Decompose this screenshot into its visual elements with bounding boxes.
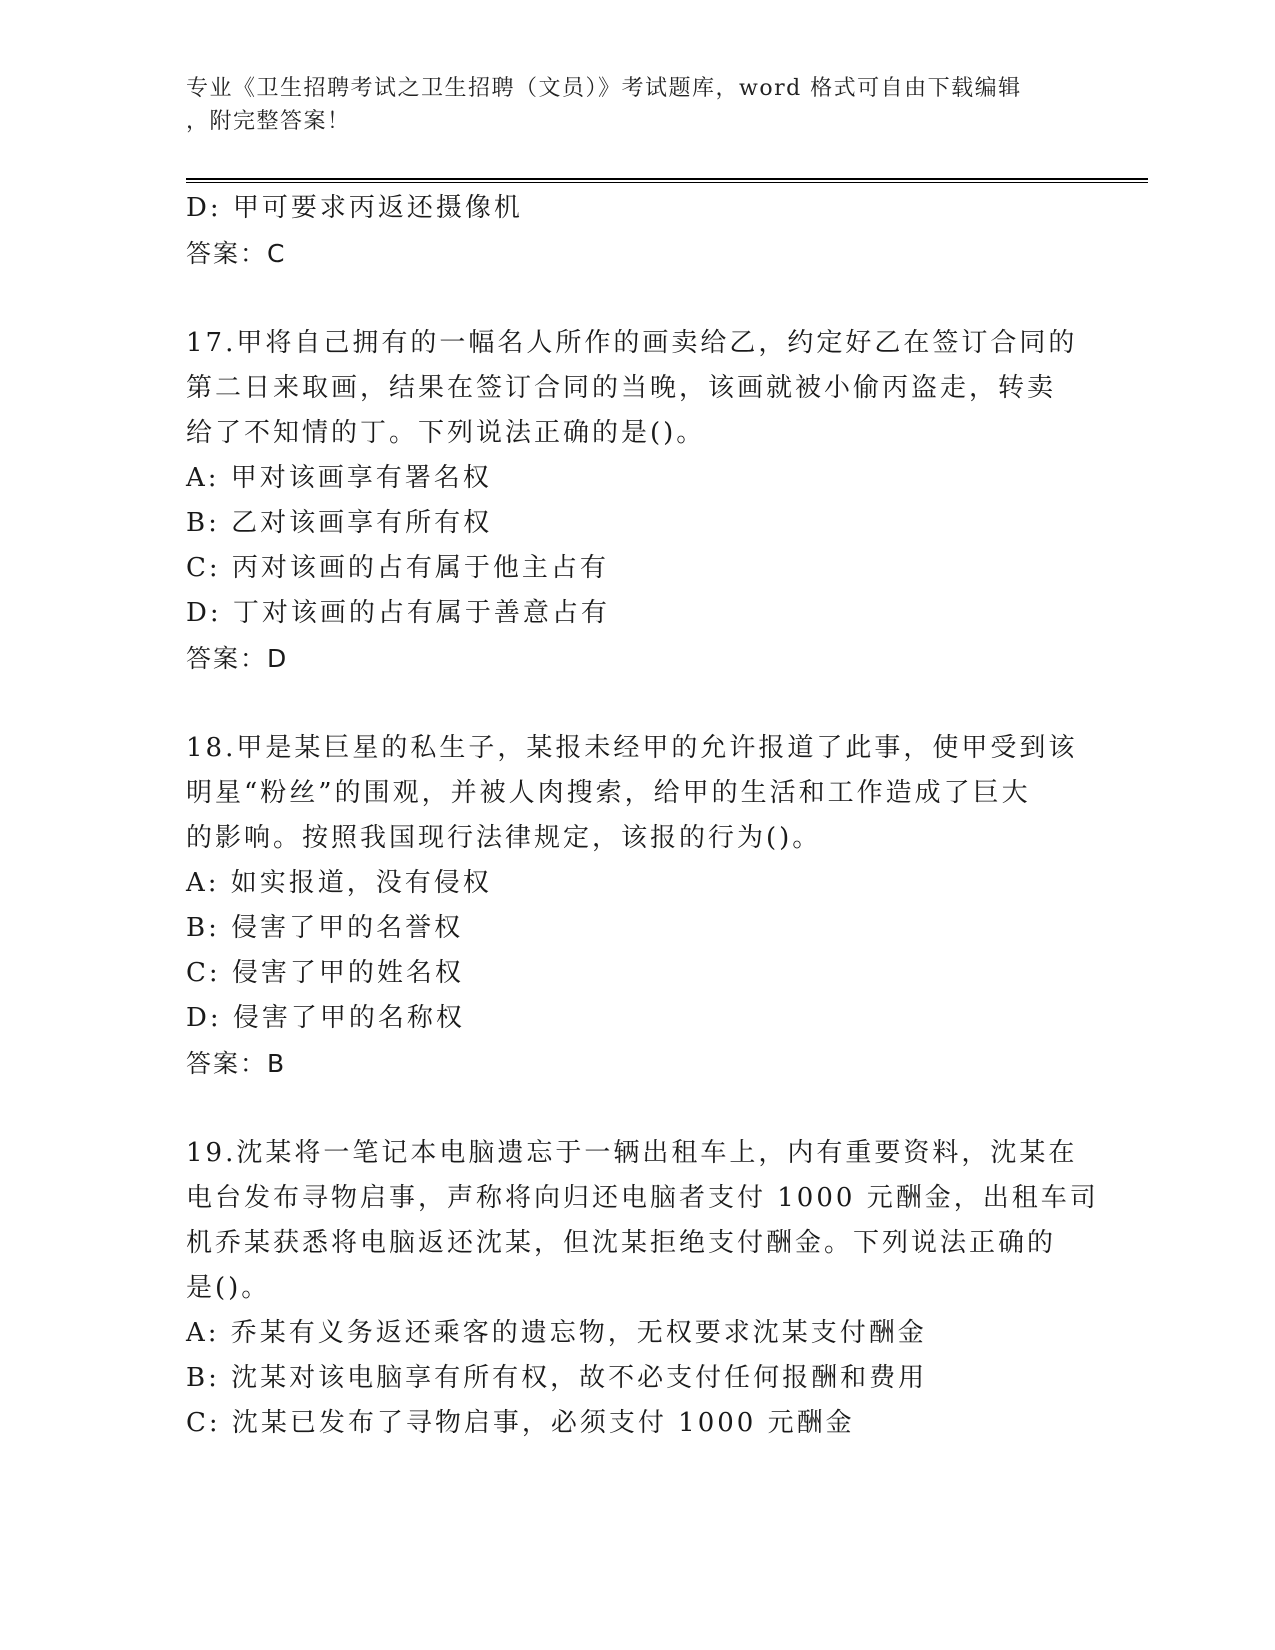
question-stem-line: 是()。 [186, 1273, 271, 1303]
option-a: A: 乔某有义务返还乘客的遗忘物，无权要求沈某支付酬金 [186, 1318, 927, 1348]
answer-line: 答案：B [186, 1049, 287, 1078]
question-stem-line: 17.甲将自己拥有的一幅名人所作的画卖给乙，约定好乙在签订合同的 [186, 328, 1078, 358]
option-c: C: 侵害了甲的姓名权 [186, 958, 464, 988]
option-b: B: 沈某对该电脑享有所有权，故不必支付任何报酬和费用 [186, 1363, 928, 1393]
spacer [186, 681, 1086, 726]
option-b: B: 乙对该画享有所有权 [186, 508, 493, 538]
header-line-1: 专业《卫生招聘考试之卫生招聘（文员）》考试题库，word 格式可自由下载编辑 [186, 76, 1022, 101]
question-stem-line: 明星“粉丝”的围观，并被人肉搜索，给甲的生活和工作造成了巨大 [186, 778, 1031, 808]
spacer [186, 276, 1086, 321]
option-c: C: 丙对该画的占有属于他主占有 [186, 553, 609, 583]
question-stem-line: 机乔某获悉将电脑返还沈某，但沈某拒绝支付酬金。下列说法正确的 [186, 1228, 1057, 1258]
answer-line: 答案：D [186, 644, 289, 673]
spacer [186, 1086, 1086, 1131]
question-17 [186, 321, 1086, 681]
question-stem-line: 的影响。按照我国现行法律规定，该报的行为()。 [186, 823, 822, 853]
question-stem-line: 电台发布寻物启事，声称将向归还电脑者支付 1000 元酬金，出租车司 [186, 1183, 1099, 1213]
question-19 [186, 1131, 1099, 1446]
question-stem-line: 19.沈某将一笔记本电脑遗忘于一辆出租车上，内有重要资料，沈某在 [186, 1138, 1078, 1168]
document-body [186, 186, 1099, 1446]
question-18 [186, 726, 1086, 1086]
answer-line: 答案：C [186, 239, 287, 268]
question-stem-line: 给了不知情的丁。下列说法正确的是()。 [186, 418, 706, 448]
header-line-2: ，附完整答案！ [186, 109, 351, 134]
header-divider [186, 178, 1148, 183]
document-header [186, 72, 1066, 138]
option-a: A: 甲对该画享有署名权 [186, 463, 492, 493]
option-d: D: 侵害了甲的名称权 [186, 1003, 465, 1033]
option-b: B: 侵害了甲的名誉权 [186, 913, 464, 943]
option-a: A: 如实报道，没有侵权 [186, 868, 492, 898]
question-stem-line: 第二日来取画，结果在签订合同的当晚，该画就被小偷丙盗走，转卖 [186, 373, 1057, 403]
question-stem-line: 18.甲是某巨星的私生子，某报未经甲的允许报道了此事，使甲受到该 [186, 733, 1078, 763]
option-d: D: 甲可要求丙返还摄像机 [186, 193, 523, 223]
option-c: C: 沈某已发布了寻物启事，必须支付 1000 元酬金 [186, 1408, 855, 1438]
option-d: D: 丁对该画的占有属于善意占有 [186, 598, 610, 628]
